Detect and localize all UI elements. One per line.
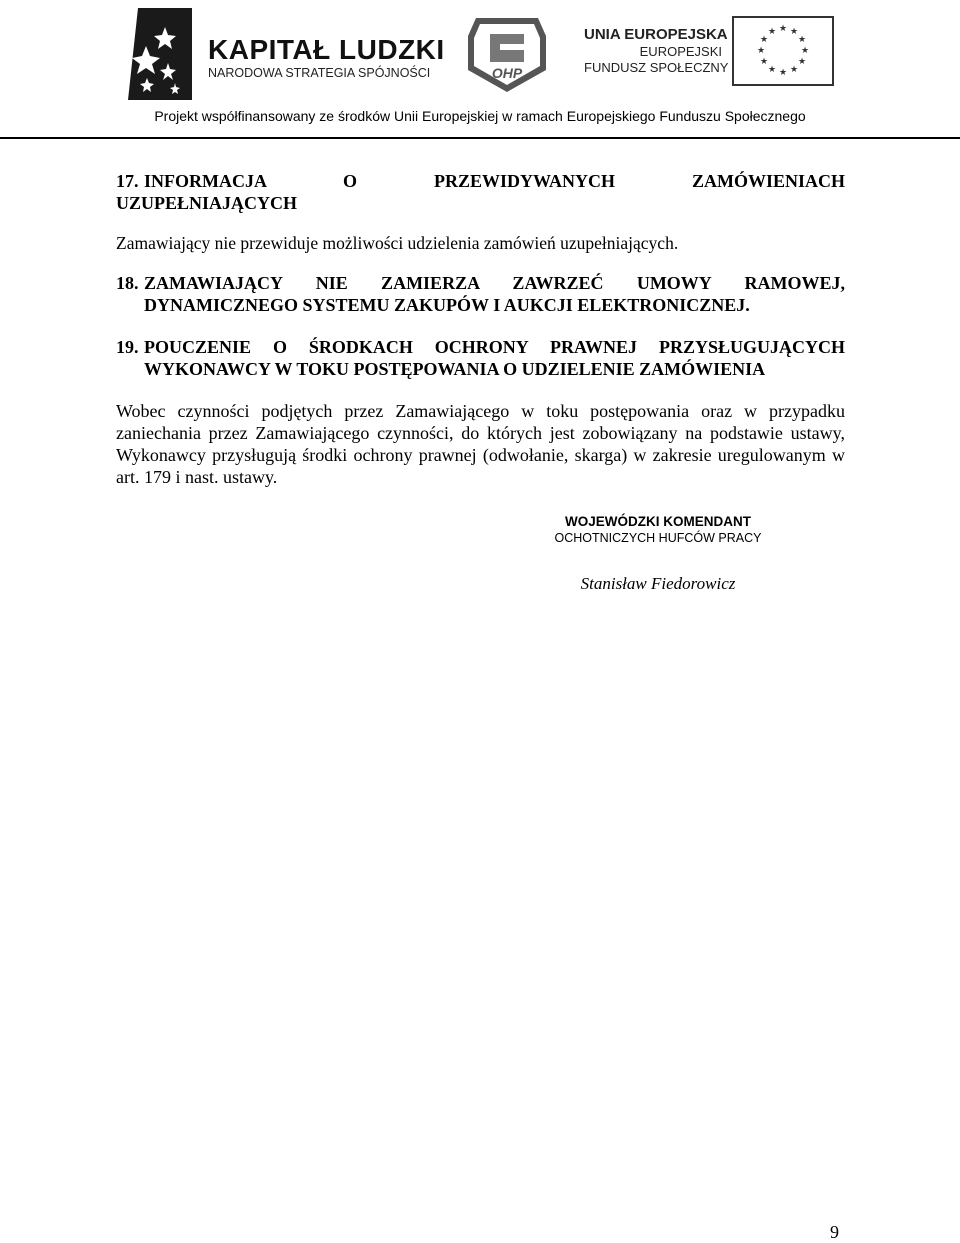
- signature-block: [540, 513, 776, 594]
- kapital-ludzki-logo: [120, 8, 192, 100]
- signature-title: WOJEWÓDZKI KOMENDANT: [565, 514, 751, 529]
- section-17-title-line-2: UZUPEŁNIAJĄCYCH: [116, 193, 298, 213]
- page-header: [0, 0, 960, 140]
- section-17-number: 17.: [116, 171, 139, 191]
- section-18-heading: [116, 272, 845, 316]
- section-18-title-line-1: ZAMAWIAJĄCY NIE ZAMIERZA ZAWRZEĆ UMOWY RAMOWEJ,: [144, 273, 845, 293]
- section-17-title-line-1: INFORMACJA O PRZEWIDYWANYCH ZAMÓWIENIACH: [144, 171, 845, 191]
- svg-text:★: ★: [778, 24, 788, 34]
- svg-text:★: ★: [767, 27, 777, 37]
- document-body: [116, 170, 845, 488]
- section-17-body: Zamawiający nie przewiduje możliwości udzielenia zamówień uzupełniających.: [116, 233, 679, 253]
- kapital-ludzki-subtitle: NARODOWA STRATEGIA SPÓJNOŚCI: [208, 66, 431, 80]
- signature-subtitle: OCHOTNICZYCH HUFCÓW PRACY: [554, 531, 762, 545]
- page-number: 9: [830, 1222, 839, 1242]
- svg-text:★: ★: [797, 35, 807, 45]
- eu-text-block: [584, 26, 729, 76]
- section-18-title-line-2: DYNAMICZNEGO SYSTEMU ZAKUPÓW I AUKCJI ELEKTRONICZNEJ.: [144, 295, 750, 315]
- eu-line-3: FUNDUSZ SPOŁECZNY: [584, 60, 729, 75]
- svg-text:★: ★: [759, 35, 769, 45]
- svg-text:★: ★: [797, 57, 807, 67]
- section-19-body: Wobec czynności podjętych przez Zamawiającego w toku postępowania oraz w przypadku zaniechania przez Zamawiającego czynności, do których jest zobowiązany na podstawie ustawy, Wykonawcy przysługują środki ochrony prawnej (odwołanie, skarga) w zakresie uregulowanym w art. 179 i nast. ustawy.: [116, 401, 845, 487]
- section-19-title-line-2: WYKONAWCY W TOKU POSTĘPOWANIA O UDZIELENIE ZAMÓWIENIA: [144, 359, 766, 379]
- section-19-heading: [116, 336, 845, 380]
- svg-text:★: ★: [800, 46, 810, 56]
- svg-text:★: ★: [778, 68, 788, 78]
- svg-text:★: ★: [767, 65, 777, 75]
- eu-line-2: EUROPEJSKI: [639, 44, 722, 59]
- ohp-logo: [466, 14, 548, 94]
- signature-name: Stanisław Fiedorowicz: [580, 574, 736, 593]
- eu-flag-icon: [732, 16, 834, 86]
- project-cofinancing-line: Projekt współfinansowany ze środków Unii Europejskiej w ramach Europejskiego Funduszu Społecznego: [154, 108, 806, 124]
- svg-text:★: ★: [756, 46, 766, 56]
- kapital-ludzki-title: KAPITAŁ LUDZKI: [208, 34, 445, 65]
- svg-text:★: ★: [789, 65, 799, 75]
- svg-text:★: ★: [789, 27, 799, 37]
- svg-text:★: ★: [759, 57, 769, 67]
- section-19-number: 19.: [116, 337, 139, 357]
- eu-line-1: UNIA EUROPEJSKA: [584, 26, 728, 43]
- section-18-number: 18.: [116, 273, 139, 293]
- section-17-heading: [116, 170, 845, 214]
- header-divider: [0, 137, 960, 139]
- ohp-label: OHP: [491, 65, 523, 81]
- section-19-title-line-1: POUCZENIE O ŚRODKACH OCHRONY PRAWNEJ PRZYSŁUGUJĄCYCH: [144, 337, 845, 357]
